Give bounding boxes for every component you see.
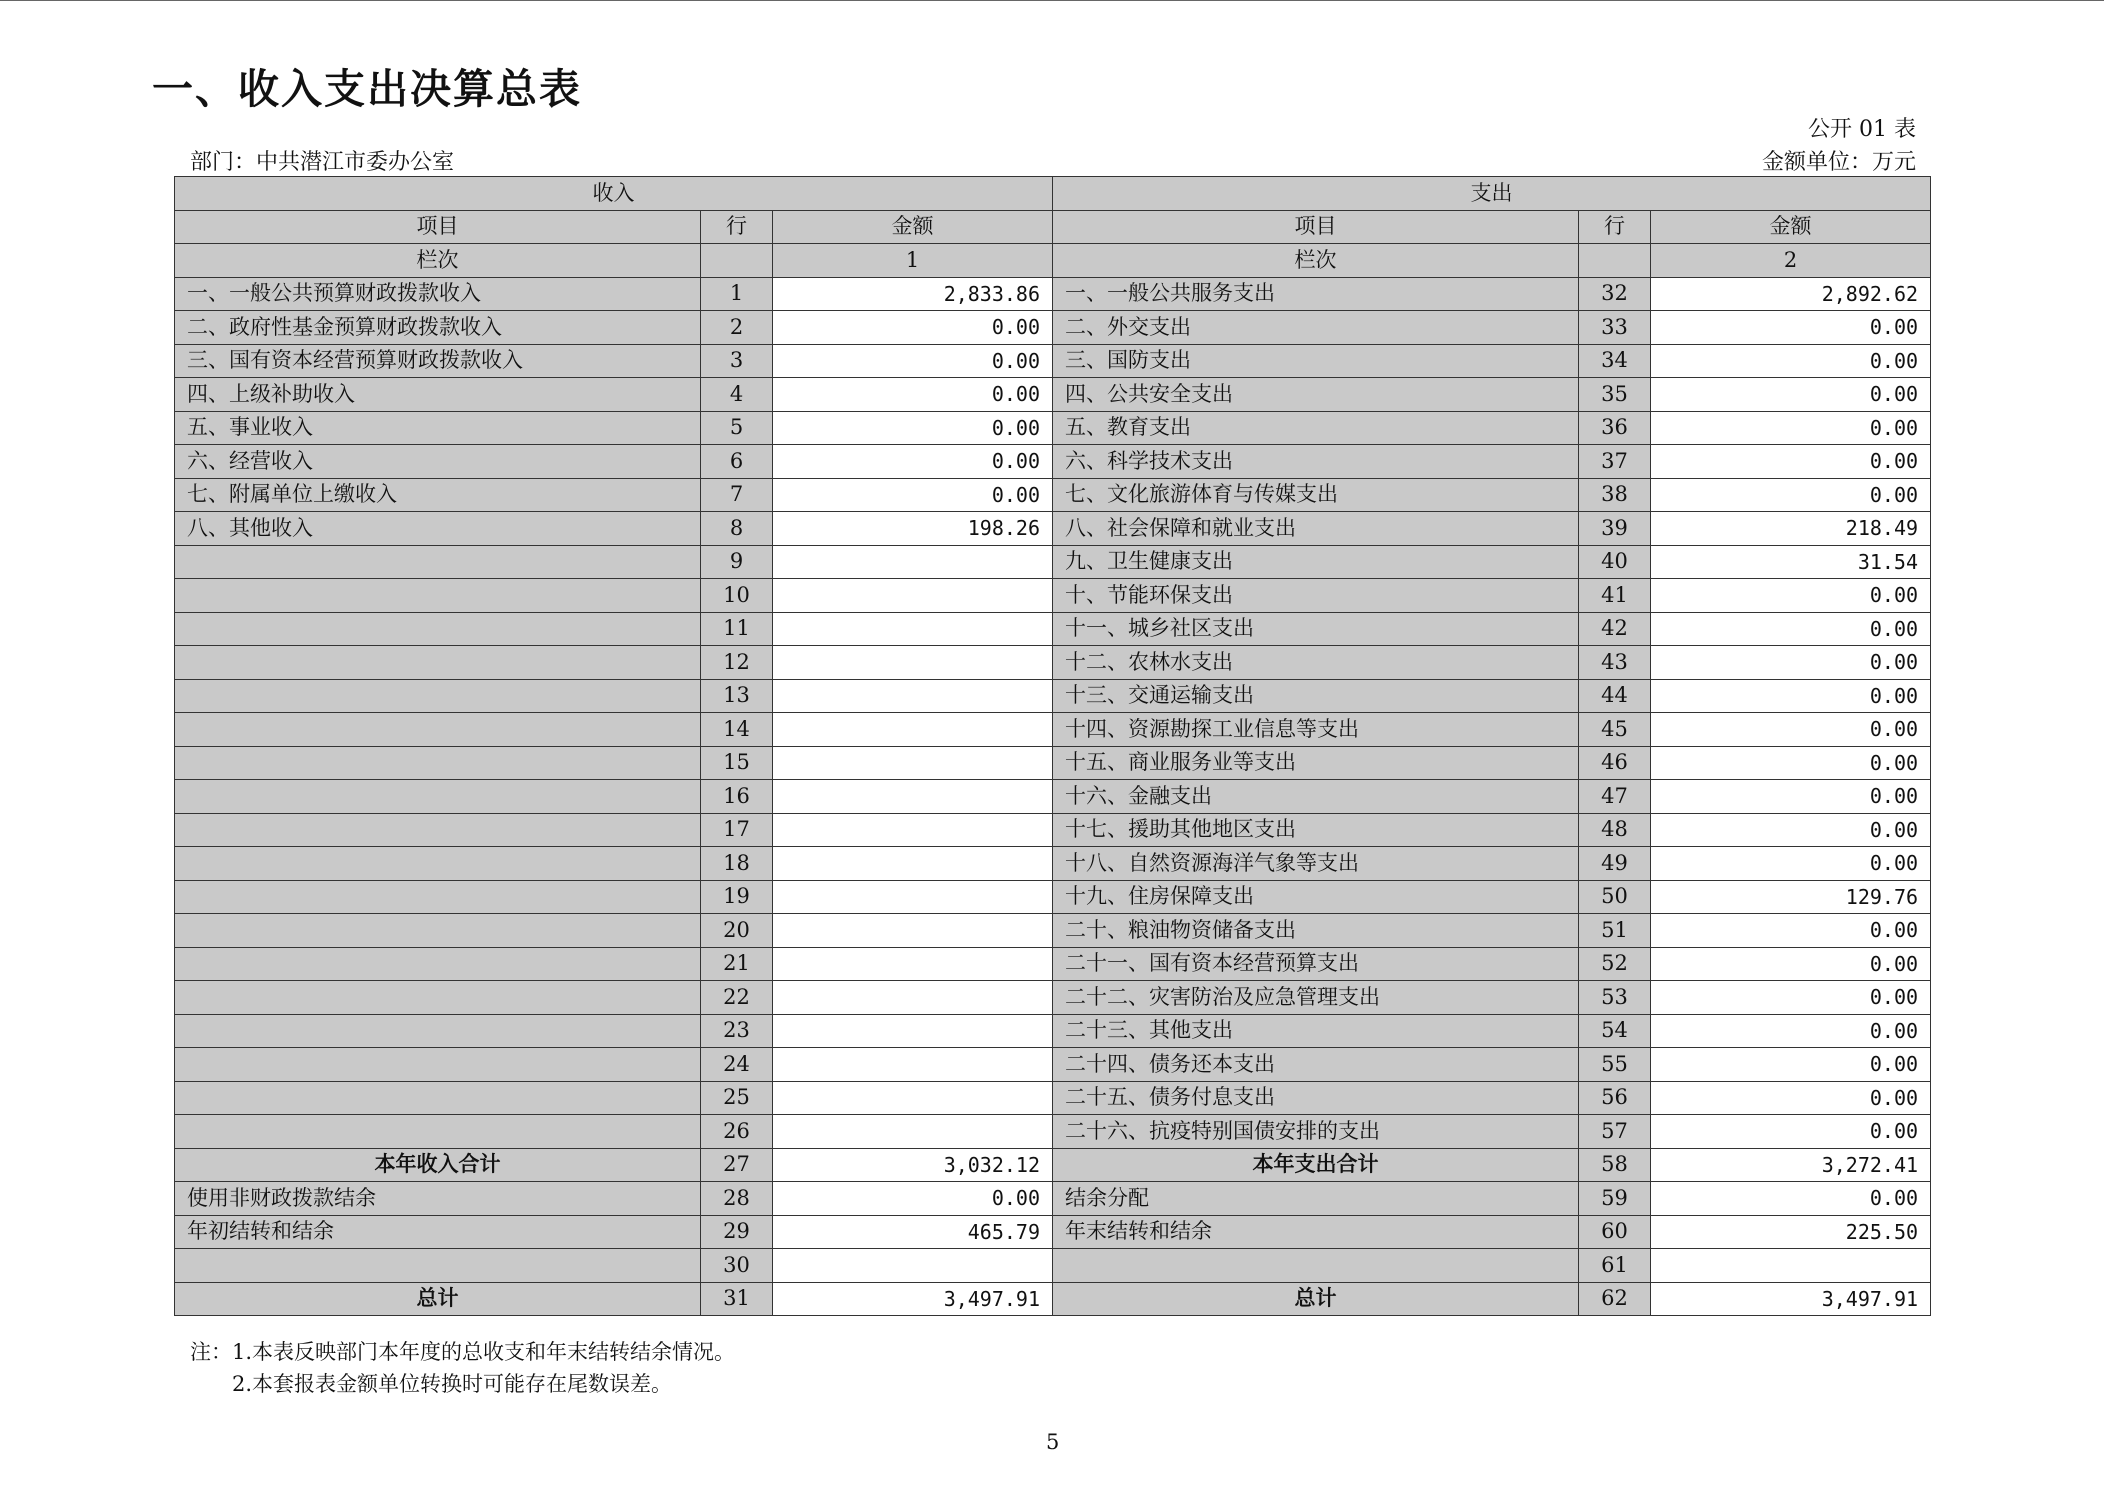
expense-row-number: 58	[1579, 1148, 1651, 1182]
page-title: 一、收入支出决算总表	[152, 65, 582, 113]
income-amount-cell: 3,497.91	[773, 1282, 1053, 1316]
amount-unit-label: 金额单位：万元	[1761, 150, 1916, 175]
expense-amount-cell: 0.00	[1651, 813, 1931, 847]
income-amount-cell: 0.00	[773, 411, 1053, 445]
income-row-number: 2	[701, 311, 773, 345]
income-item-cell: 六、经营收入	[175, 445, 701, 479]
table-row	[175, 646, 1931, 680]
income-item-cell	[175, 880, 701, 914]
table-row	[175, 277, 1931, 311]
expense-row-number: 49	[1579, 847, 1651, 881]
expense-row-number: 56	[1579, 1081, 1651, 1115]
expense-row-number: 37	[1579, 445, 1651, 479]
income-row-number: 5	[701, 411, 773, 445]
expense-item-cell: 二、外交支出	[1053, 311, 1579, 345]
table-row	[175, 746, 1931, 780]
table-row	[175, 579, 1931, 613]
expense-amount-cell: 0.00	[1651, 1081, 1931, 1115]
income-row-number: 29	[701, 1215, 773, 1249]
expense-row-number: 47	[1579, 780, 1651, 814]
expense-row-number: 32	[1579, 277, 1651, 311]
income-row-number: 12	[701, 646, 773, 680]
expense-item-cell	[1053, 1249, 1579, 1283]
expense-row-number: 46	[1579, 746, 1651, 780]
expense-row-number: 52	[1579, 947, 1651, 981]
income-amount-cell	[773, 579, 1053, 613]
expense-row-number: 55	[1579, 1048, 1651, 1082]
expense-item-cell: 十五、商业服务业等支出	[1053, 746, 1579, 780]
income-amount-cell	[773, 612, 1053, 646]
income-item-cell: 二、政府性基金预算财政拨款收入	[175, 311, 701, 345]
income-row-number: 8	[701, 512, 773, 546]
income-row-header: 行	[701, 210, 773, 244]
income-item-header: 项目	[175, 210, 701, 244]
income-amount-cell: 0.00	[773, 478, 1053, 512]
expense-row-number: 34	[1579, 344, 1651, 378]
expense-item-cell: 年末结转和结余	[1053, 1215, 1579, 1249]
expense-item-cell: 结余分配	[1053, 1182, 1579, 1216]
expense-item-cell: 本年支出合计	[1053, 1148, 1579, 1182]
expense-item-cell: 总计	[1053, 1282, 1579, 1316]
expense-item-cell: 二十、粮油物资储备支出	[1053, 914, 1579, 948]
expense-amount-cell: 3,272.41	[1651, 1148, 1931, 1182]
header-row-sections	[175, 177, 1931, 211]
expense-amount-cell: 31.54	[1651, 545, 1931, 579]
income-item-cell	[175, 646, 701, 680]
income-amount-cell	[773, 847, 1053, 881]
income-row-number: 30	[701, 1249, 773, 1283]
total-row	[175, 1282, 1931, 1316]
expense-row-number: 62	[1579, 1282, 1651, 1316]
expense-item-cell: 三、国防支出	[1053, 344, 1579, 378]
expense-item-cell: 四、公共安全支出	[1053, 378, 1579, 412]
expense-amount-cell: 0.00	[1651, 311, 1931, 345]
table-row	[175, 1182, 1931, 1216]
expense-amount-cell: 2,892.62	[1651, 277, 1931, 311]
table-row	[175, 914, 1931, 948]
page-number: 5	[1046, 1430, 1060, 1454]
expense-row-number: 43	[1579, 646, 1651, 680]
table-row	[175, 1249, 1931, 1283]
expense-item-cell: 六、科学技术支出	[1053, 445, 1579, 479]
table-row	[175, 780, 1931, 814]
income-row-number: 21	[701, 947, 773, 981]
income-row-number: 20	[701, 914, 773, 948]
income-item-cell: 三、国有资本经营预算财政拨款收入	[175, 344, 701, 378]
table-row	[175, 378, 1931, 412]
income-amount-cell: 3,032.12	[773, 1148, 1053, 1182]
table-row	[175, 713, 1931, 747]
expense-amount-cell: 0.00	[1651, 344, 1931, 378]
expense-row-number: 42	[1579, 612, 1651, 646]
expense-row-number: 54	[1579, 1014, 1651, 1048]
expense-row-number: 51	[1579, 914, 1651, 948]
expense-item-cell: 八、社会保障和就业支出	[1053, 512, 1579, 546]
expense-amount-cell: 218.49	[1651, 512, 1931, 546]
income-item-cell: 总计	[175, 1282, 701, 1316]
department-label: 部门：中共潜江市委办公室	[190, 150, 455, 175]
expense-item-cell: 十四、资源勘探工业信息等支出	[1053, 713, 1579, 747]
table-row	[175, 612, 1931, 646]
expense-amount-header: 金额	[1651, 210, 1931, 244]
expense-item-cell: 十七、援助其他地区支出	[1053, 813, 1579, 847]
expense-row-number: 36	[1579, 411, 1651, 445]
income-expense-table	[174, 176, 1931, 1316]
table-row	[175, 981, 1931, 1015]
income-row-number: 10	[701, 579, 773, 613]
income-item-cell	[175, 746, 701, 780]
income-row-number: 28	[701, 1182, 773, 1216]
header-row-columns	[175, 210, 1931, 244]
expense-amount-cell: 0.00	[1651, 780, 1931, 814]
expense-row-number: 35	[1579, 378, 1651, 412]
table-row	[175, 445, 1931, 479]
income-row-number: 3	[701, 344, 773, 378]
income-column-number: 1	[773, 244, 1053, 278]
expense-amount-cell: 0.00	[1651, 1048, 1931, 1082]
income-row-number: 25	[701, 1081, 773, 1115]
expense-amount-cell: 0.00	[1651, 746, 1931, 780]
expense-item-cell: 十六、金融支出	[1053, 780, 1579, 814]
income-amount-cell	[773, 646, 1053, 680]
expense-item-cell: 十八、自然资源海洋气象等支出	[1053, 847, 1579, 881]
income-item-cell	[175, 679, 701, 713]
expense-amount-cell: 0.00	[1651, 411, 1931, 445]
income-amount-cell	[773, 1048, 1053, 1082]
income-amount-cell: 0.00	[773, 311, 1053, 345]
income-row-number: 16	[701, 780, 773, 814]
top-border-line	[0, 0, 2104, 1]
income-item-cell	[175, 780, 701, 814]
expense-row-number: 60	[1579, 1215, 1651, 1249]
income-row-number: 18	[701, 847, 773, 881]
expense-row-number: 40	[1579, 545, 1651, 579]
income-amount-cell: 0.00	[773, 1182, 1053, 1216]
expense-amount-cell: 0.00	[1651, 378, 1931, 412]
expense-row-number: 44	[1579, 679, 1651, 713]
income-amount-cell	[773, 679, 1053, 713]
income-amount-cell	[773, 947, 1053, 981]
expense-row-number: 57	[1579, 1115, 1651, 1149]
income-amount-cell	[773, 780, 1053, 814]
income-amount-cell	[773, 880, 1053, 914]
expense-item-cell: 七、文化旅游体育与传媒支出	[1053, 478, 1579, 512]
income-item-cell	[175, 579, 701, 613]
footnotes	[190, 1336, 735, 1400]
table-row	[175, 478, 1931, 512]
expense-amount-cell: 0.00	[1651, 478, 1931, 512]
income-amount-cell: 465.79	[773, 1215, 1053, 1249]
expense-amount-cell: 0.00	[1651, 445, 1931, 479]
expense-amount-cell: 3,497.91	[1651, 1282, 1931, 1316]
income-amount-cell	[773, 981, 1053, 1015]
income-row-number: 15	[701, 746, 773, 780]
income-amount-cell: 0.00	[773, 378, 1053, 412]
income-item-cell	[175, 914, 701, 948]
expense-amount-cell: 0.00	[1651, 981, 1931, 1015]
income-item-cell: 本年收入合计	[175, 1148, 701, 1182]
income-row-number: 24	[701, 1048, 773, 1082]
income-row-number: 1	[701, 277, 773, 311]
expense-column-number: 2	[1651, 244, 1931, 278]
expense-amount-cell: 0.00	[1651, 1014, 1931, 1048]
income-item-cell	[175, 545, 701, 579]
income-row-number: 23	[701, 1014, 773, 1048]
income-item-cell: 四、上级补助收入	[175, 378, 701, 412]
income-amount-cell	[773, 1249, 1053, 1283]
expense-amount-cell: 0.00	[1651, 1182, 1931, 1216]
table-row	[175, 679, 1931, 713]
income-item-cell	[175, 1115, 701, 1149]
income-row-number: 9	[701, 545, 773, 579]
income-amount-cell	[773, 713, 1053, 747]
expense-item-cell: 二十四、债务还本支出	[1053, 1048, 1579, 1082]
footnote-2: 2.本套报表金额单位转换时可能存在尾数误差。	[232, 1372, 673, 1396]
income-item-cell	[175, 1249, 701, 1283]
income-row-number: 27	[701, 1148, 773, 1182]
expense-item-cell: 十三、交通运输支出	[1053, 679, 1579, 713]
expense-item-cell: 二十六、抗疫特别国债安排的支出	[1053, 1115, 1579, 1149]
expense-item-cell: 二十一、国有资本经营预算支出	[1053, 947, 1579, 981]
income-row-number: 19	[701, 880, 773, 914]
income-row-number: 26	[701, 1115, 773, 1149]
income-amount-cell: 198.26	[773, 512, 1053, 546]
expense-item-cell: 十九、住房保障支出	[1053, 880, 1579, 914]
income-row-number: 22	[701, 981, 773, 1015]
income-row-number: 14	[701, 713, 773, 747]
income-item-cell: 使用非财政拨款结余	[175, 1182, 701, 1216]
expense-item-cell: 一、一般公共服务支出	[1053, 277, 1579, 311]
expense-amount-cell: 0.00	[1651, 612, 1931, 646]
income-amount-cell: 0.00	[773, 445, 1053, 479]
income-item-cell	[175, 1014, 701, 1048]
expense-amount-cell: 0.00	[1651, 1115, 1931, 1149]
expense-row-number: 45	[1579, 713, 1651, 747]
income-row-number: 6	[701, 445, 773, 479]
expense-amount-cell: 0.00	[1651, 713, 1931, 747]
income-item-cell: 一、一般公共预算财政拨款收入	[175, 277, 701, 311]
expense-row-number: 33	[1579, 311, 1651, 345]
expense-item-cell: 十二、农林水支出	[1053, 646, 1579, 680]
expense-column-order-label: 栏次	[1053, 244, 1579, 278]
income-amount-header: 金额	[773, 210, 1053, 244]
income-item-cell	[175, 947, 701, 981]
expense-row-number: 50	[1579, 880, 1651, 914]
income-amount-cell	[773, 746, 1053, 780]
income-amount-cell	[773, 1081, 1053, 1115]
expense-item-cell: 九、卫生健康支出	[1053, 545, 1579, 579]
income-item-cell	[175, 1048, 701, 1082]
total-row	[175, 1148, 1931, 1182]
expense-amount-cell: 225.50	[1651, 1215, 1931, 1249]
income-amount-cell	[773, 1115, 1053, 1149]
income-item-cell: 五、事业收入	[175, 411, 701, 445]
header-row-column-order	[175, 244, 1931, 278]
table-row	[175, 545, 1931, 579]
expense-column-order-blank	[1579, 244, 1651, 278]
expense-row-number: 53	[1579, 981, 1651, 1015]
expense-row-number: 39	[1579, 512, 1651, 546]
table-row	[175, 813, 1931, 847]
expense-amount-cell	[1651, 1249, 1931, 1283]
expense-row-number: 38	[1579, 478, 1651, 512]
table-row	[175, 1014, 1931, 1048]
income-item-cell	[175, 981, 701, 1015]
expense-item-cell: 二十三、其他支出	[1053, 1014, 1579, 1048]
income-item-cell	[175, 813, 701, 847]
income-amount-cell	[773, 545, 1053, 579]
form-number: 公开 01 表	[1808, 117, 1916, 142]
table-row	[175, 847, 1931, 881]
table-row	[175, 1115, 1931, 1149]
income-amount-cell	[773, 1014, 1053, 1048]
expense-item-cell: 五、教育支出	[1053, 411, 1579, 445]
expense-amount-cell: 0.00	[1651, 579, 1931, 613]
income-item-cell	[175, 847, 701, 881]
footnote-1: 注：1.本表反映部门本年度的总收支和年末结转结余情况。	[190, 1340, 736, 1364]
expense-row-number: 59	[1579, 1182, 1651, 1216]
expense-amount-cell: 0.00	[1651, 914, 1931, 948]
table-row	[175, 512, 1931, 546]
income-item-cell: 年初结转和结余	[175, 1215, 701, 1249]
income-item-cell	[175, 713, 701, 747]
expense-amount-cell: 0.00	[1651, 947, 1931, 981]
expense-row-number: 61	[1579, 1249, 1651, 1283]
income-item-cell	[175, 612, 701, 646]
expense-amount-cell: 0.00	[1651, 847, 1931, 881]
table-row	[175, 311, 1931, 345]
expense-amount-cell: 0.00	[1651, 679, 1931, 713]
income-amount-cell: 2,833.86	[773, 277, 1053, 311]
income-amount-cell	[773, 813, 1053, 847]
expense-amount-cell: 0.00	[1651, 646, 1931, 680]
expense-row-number: 48	[1579, 813, 1651, 847]
expense-item-cell: 二十五、债务付息支出	[1053, 1081, 1579, 1115]
income-item-cell	[175, 1081, 701, 1115]
income-row-number: 17	[701, 813, 773, 847]
income-amount-cell	[773, 914, 1053, 948]
expense-item-header: 项目	[1053, 210, 1579, 244]
income-row-number: 13	[701, 679, 773, 713]
expense-section-header: 支出	[1053, 177, 1931, 211]
table-row	[175, 1215, 1931, 1249]
expense-item-cell: 二十二、灾害防治及应急管理支出	[1053, 981, 1579, 1015]
table-row	[175, 1048, 1931, 1082]
income-row-number: 31	[701, 1282, 773, 1316]
expense-item-cell: 十一、城乡社区支出	[1053, 612, 1579, 646]
income-section-header: 收入	[175, 177, 1053, 211]
income-row-number: 4	[701, 378, 773, 412]
income-item-cell: 七、附属单位上缴收入	[175, 478, 701, 512]
income-row-number: 7	[701, 478, 773, 512]
expense-row-number: 41	[1579, 579, 1651, 613]
table-row	[175, 411, 1931, 445]
expense-row-header: 行	[1579, 210, 1651, 244]
table-row	[175, 344, 1931, 378]
table-row	[175, 1081, 1931, 1115]
income-column-order-label: 栏次	[175, 244, 701, 278]
income-item-cell: 八、其他收入	[175, 512, 701, 546]
income-row-number: 11	[701, 612, 773, 646]
table-row	[175, 880, 1931, 914]
table-row	[175, 947, 1931, 981]
income-column-order-blank	[701, 244, 773, 278]
income-amount-cell: 0.00	[773, 344, 1053, 378]
expense-amount-cell: 129.76	[1651, 880, 1931, 914]
expense-item-cell: 十、节能环保支出	[1053, 579, 1579, 613]
